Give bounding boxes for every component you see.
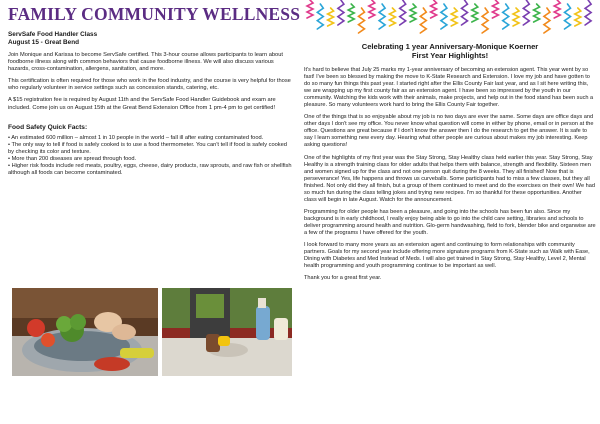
confetti-streamer bbox=[338, 0, 344, 25]
anniversary-title-line2: First Year Highlights! bbox=[411, 51, 489, 61]
servsafe-title-line2: August 15 - Great Bend bbox=[8, 39, 80, 46]
facts-title: Food Safety Quick Facts: bbox=[8, 123, 88, 131]
confetti-streamer bbox=[307, 0, 313, 18]
confetti-streamer bbox=[348, 4, 354, 22]
masthead-title: FAMILY COMMUNITY WELLNESS bbox=[8, 4, 301, 24]
confetti-streamer bbox=[585, 0, 591, 25]
fact-item: • The only way to tell if food is safely cooked is to use a food thermometer. You can't tell if food is safely cooked by checking its color and texture. bbox=[8, 141, 287, 155]
anniversary-paragraph: It's hard to believe that July 25 marks my 1-year anniversary of becoming an extension agent. This year went by so fast! I've been so blessed by making the move to K-State Research and Extension. I love my job and have gotten to do so many fun things this past year. I started right after the Ellis County Fair last year, and as I sit here writing this, we are wrapping up my first county fair as an extension agent. I have been so impressed by the youth in our community. Watching the kids work with their animals, make projects, and help out in the food stand has been such a pleasure. So many volunteers work hard to bring the Ellis County Fair together. bbox=[304, 67, 594, 109]
anniversary-body bbox=[304, 62, 596, 282]
anniversary-title-line1: Celebrating 1 year Anniversary-Monique Koerner bbox=[361, 42, 539, 51]
servsafe-para-3: A $15 registration fee is required by August 11th and the ServSafe Food Handler Guidebook and exam are included. Come join us on August 15th at the Great Bend Extension Office from 1 pm-4 pm to get certified! bbox=[8, 97, 276, 111]
confetti-streamer bbox=[503, 4, 509, 29]
confetti-streamer bbox=[431, 0, 437, 18]
confetti-decoration bbox=[304, 0, 596, 40]
confetti-streamer bbox=[369, 0, 375, 18]
vegetables-washing-photo bbox=[12, 288, 158, 376]
confetti-streamer bbox=[575, 8, 581, 26]
photo-strip bbox=[12, 288, 294, 420]
servsafe-class-title bbox=[8, 31, 294, 47]
confetti-streamer bbox=[420, 8, 426, 33]
fact-item: • Higher risk foods include red meats, poultry, eggs, cheese, dairy products, raw sprouts, and raw fish or shellfish although all foods can become contaminated. bbox=[8, 163, 292, 177]
left-column bbox=[8, 4, 301, 420]
facts-list bbox=[8, 135, 294, 178]
confetti-streamer bbox=[317, 4, 323, 29]
servsafe-title-line1: ServSafe Food Handler Class bbox=[8, 31, 98, 38]
confetti-streamer bbox=[441, 4, 447, 29]
confetti-streamer bbox=[544, 8, 550, 33]
confetti-streamer bbox=[565, 4, 571, 29]
confetti-streamer bbox=[328, 8, 334, 26]
confetti-streamer bbox=[451, 8, 457, 26]
confetti-streamer bbox=[462, 0, 468, 25]
anniversary-paragraph: One of the highlights of my first year was the Stay Strong, Stay Healthy class held earlier this year. Stay Strong, Stay Healthy is a strength training class for older adults that helps them with balance, strength and flexibility. Sixteen men and women signed up for the class and not one person quit during the 8 weeks. They all finished! Now that is perseverance! Yes, life happens and throws us curveballs. Some participants had to miss a few classes, but they all finished. Not only did they all finish, but a group of them continued to meet and do the exercises on their own! We had so much fun during the class telling jokes and trying new recipes. I'm so thankful for these opportunities. Another class will begin in late August. Watch for the announcement. bbox=[304, 154, 595, 203]
anniversary-paragraph: I look forward to many more years as an extension agent and continuing to form relationships with community partners. Goals for my second year include offering more signature programs from K-State such as Walk with Ease, Dining with Diabetes and Med Instead of Meds. I will also get trained in Stay Strong, Stay Healthy, Level 2, Mental health programming and youth programming continue to be important as well. bbox=[304, 242, 590, 270]
confetti-streamer bbox=[492, 0, 498, 18]
anniversary-paragraph: One of the things that is so enjoyable about my job is no two days are ever the same. Some days are office days and other days I don't see my office. You never know what question will come in either by phone, email or in person at the office. Questions are great because if I don't know the answer then I do the research to get the answer. It is safe to say I learn something new every day. Hearing what other people are curious about makes my job interesting. Keep asking questions! bbox=[304, 114, 594, 149]
anniversary-paragraph: Thank you for a great first year. bbox=[304, 275, 382, 282]
confetti-streamer bbox=[359, 8, 365, 33]
anniversary-title bbox=[304, 42, 596, 61]
confetti-streamer bbox=[513, 8, 519, 26]
confetti-streamer bbox=[389, 8, 395, 26]
confetti-streamer bbox=[379, 4, 385, 29]
fact-item: • An estimated 600 million – almost 1 in 10 people in the world – fall ill after eating contaminated food. bbox=[8, 134, 264, 141]
right-column bbox=[304, 0, 596, 424]
confetti-streamer bbox=[400, 0, 406, 25]
confetti-streamer bbox=[410, 4, 416, 22]
cleaning-counter-photo bbox=[162, 288, 292, 376]
confetti-streamer bbox=[472, 4, 478, 22]
servsafe-para-1: Join Monique and Karissa to become ServSafe certified. This 3-hour course allows participants to learn about foodborne illness along with common behaviors that cause foodborne illness. We will also discuss various hazards, cross-contamination, allergens, sanitation, and more. bbox=[8, 52, 283, 73]
confetti-streamer bbox=[482, 8, 488, 33]
confetti-streamer bbox=[523, 0, 529, 25]
confetti-streamer bbox=[554, 0, 560, 18]
servsafe-para-2: This certification is often required for those who work in the food industry, and the course is very helpful for those who regularly volunteer in service settings such as concession stands, catering, etc. bbox=[8, 78, 291, 92]
fact-item: • More than 200 diseases are spread through food. bbox=[8, 155, 137, 162]
confetti-streamer bbox=[534, 4, 540, 22]
anniversary-paragraph: Programming for older people has been a pleasure, and going into the schools has been fun also. Since my background is in early childhood, I really enjoy being able to go into the child care setting, libraries and schools to deliver programming around health and nutrition. Glo-germ handwashing, field to fork, blender bike and organwise are a few of the programs I have offered for the youth. bbox=[304, 208, 596, 236]
